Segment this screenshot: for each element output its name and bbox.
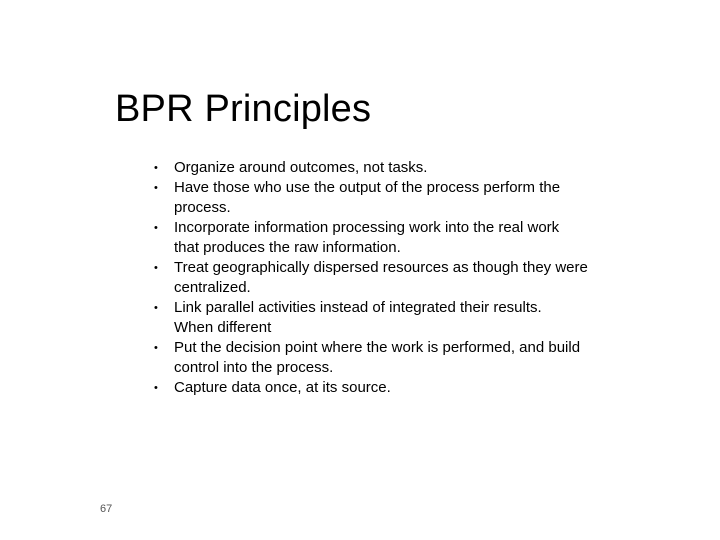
bullet-item [154, 338, 634, 378]
bullet-item [154, 378, 634, 398]
bullet-text: Incorporate information processing work into the real work that produces the raw information. [174, 219, 560, 256]
bullet-text: Link parallel activities instead of integrated their results. When different [174, 299, 542, 336]
bullet-item [154, 218, 634, 258]
bullet-icon: • [154, 342, 158, 354]
bullet-icon: • [154, 162, 158, 174]
bullet-text: Treat geographically dispersed resources as though they were centralized. [174, 259, 588, 296]
bullet-icon: • [154, 182, 158, 194]
bullet-icon: • [154, 302, 158, 314]
slide-title: BPR Principles [115, 88, 372, 130]
bullet-text: Have those who use the output of the process perform the process. [174, 179, 561, 216]
bullet-item [154, 158, 634, 178]
page-number: 67 [100, 503, 113, 515]
bullet-item [154, 178, 634, 218]
bullet-text: Put the decision point where the work is performed, and build control into the process. [174, 339, 581, 376]
bullet-text: Capture data once, at its source. [174, 379, 391, 396]
bullet-icon: • [154, 262, 158, 274]
bullet-icon: • [154, 382, 158, 394]
bullet-item [154, 258, 634, 298]
bullet-text: Organize around outcomes, not tasks. [174, 159, 428, 176]
bullet-list [154, 158, 634, 398]
bullet-item [154, 298, 634, 338]
bullet-icon: • [154, 222, 158, 234]
